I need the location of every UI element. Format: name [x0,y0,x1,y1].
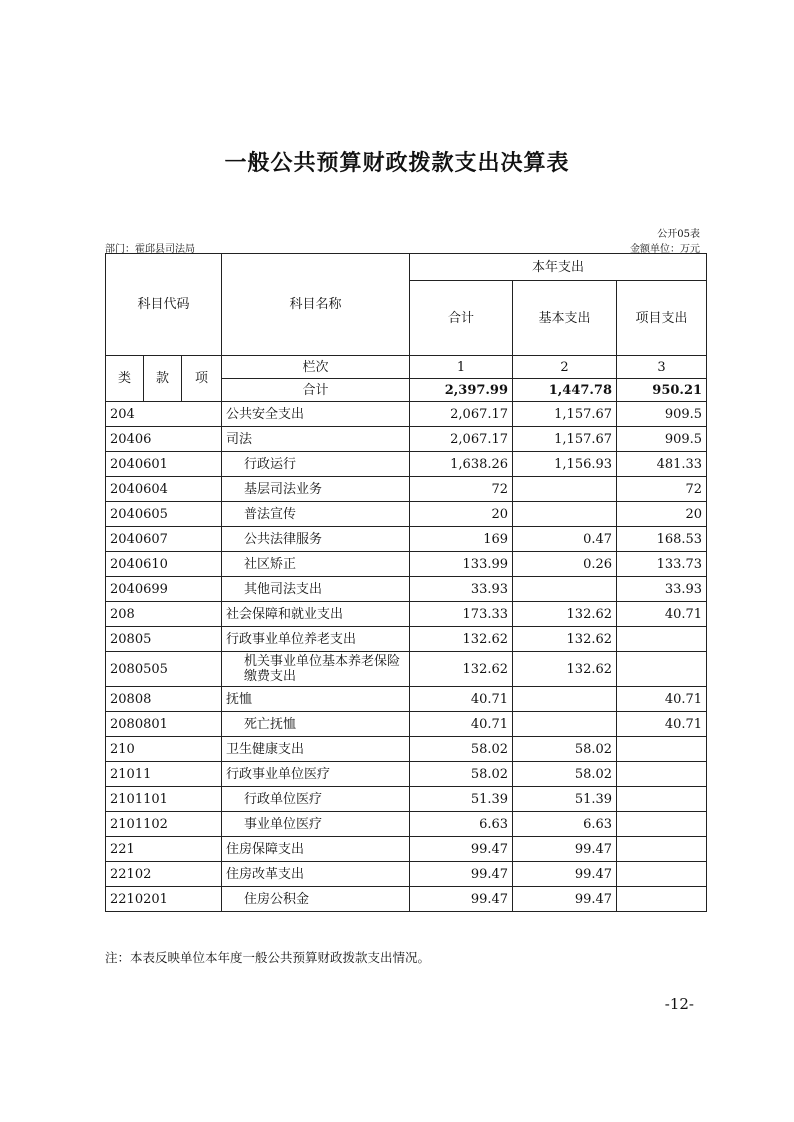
subject-name: 住房改革支出 [222,862,410,887]
table-row [106,502,707,527]
basic-amount: 99.47 [513,862,617,887]
project-amount: 40.71 [617,602,707,627]
table-row [106,762,707,787]
project-amount [617,787,707,812]
total-amount: 173.33 [410,602,513,627]
project-amount: 33.93 [617,577,707,602]
subject-code: 2101101 [106,787,222,812]
project-amount [617,737,707,762]
total-amount: 169 [410,527,513,552]
project-amount: 20 [617,502,707,527]
table-row [106,452,707,477]
header-basic: 基本支出 [513,281,617,356]
subject-name: 机关事业单位基本养老保险缴费支出 [222,652,410,687]
subject-code: 2040607 [106,527,222,552]
total-amount: 40.71 [410,712,513,737]
table-row [106,837,707,862]
page-number: -12- [664,995,694,1013]
table-row [106,552,707,577]
basic-amount: 51.39 [513,787,617,812]
subject-name: 事业单位医疗 [222,812,410,837]
subject-name: 普法宣传 [222,502,410,527]
basic-amount: 1,157.67 [513,427,617,452]
subject-code: 2040610 [106,552,222,577]
subject-name: 公共安全支出 [222,402,410,427]
project-amount: 133.73 [617,552,707,577]
column-number-1: 1 [410,356,513,379]
table-row [106,602,707,627]
footnote: 注：本表反映单位本年度一般公共预算财政拨款支出情况。 [105,950,431,965]
total-amount: 99.47 [410,887,513,912]
total-amount: 99.47 [410,837,513,862]
table-row [106,887,707,912]
sum-label: 合计 [222,379,410,402]
subject-name: 行政单位医疗 [222,787,410,812]
subject-code: 20808 [106,687,222,712]
sum-project: 950.21 [617,379,707,402]
basic-amount [513,577,617,602]
header-row-3 [106,356,707,379]
subject-name: 公共法律服务 [222,527,410,552]
basic-amount [513,712,617,737]
header-project: 项目支出 [617,281,707,356]
subject-name: 住房保障支出 [222,837,410,862]
expenditure-table [105,253,707,912]
basic-amount [513,477,617,502]
project-amount [617,762,707,787]
table-row [106,527,707,552]
sum-total: 2,397.99 [410,379,513,402]
subject-code: 221 [106,837,222,862]
department-label: 部门：霍邱县司法局 [105,244,195,255]
subject-name: 社区矫正 [222,552,410,577]
header-row-1 [106,254,707,281]
basic-amount: 132.62 [513,652,617,687]
basic-amount: 99.47 [513,887,617,912]
header-code: 科目代码 [106,254,222,356]
project-amount: 481.33 [617,452,707,477]
basic-amount: 99.47 [513,837,617,862]
subject-name: 行政运行 [222,452,410,477]
subject-code: 2040605 [106,502,222,527]
subject-name: 行政事业单位养老支出 [222,627,410,652]
subject-name: 社会保障和就业支出 [222,602,410,627]
header-total: 合计 [410,281,513,356]
table-row [106,652,707,687]
basic-amount [513,687,617,712]
subject-code: 2101102 [106,812,222,837]
table-row [106,627,707,652]
table-row [106,427,707,452]
total-amount: 132.62 [410,627,513,652]
project-amount [617,627,707,652]
total-amount: 58.02 [410,737,513,762]
project-amount: 909.5 [617,427,707,452]
project-amount [617,862,707,887]
header-xiang: 项 [182,356,222,402]
form-number: 公开05表 [657,229,700,240]
project-amount [617,887,707,912]
table-row [106,687,707,712]
subject-code: 208 [106,602,222,627]
column-number-label: 栏次 [222,356,410,379]
basic-amount [513,502,617,527]
basic-amount: 58.02 [513,737,617,762]
header-kuan: 款 [144,356,182,402]
subject-name: 其他司法支出 [222,577,410,602]
table-row [106,477,707,502]
report-title: 一般公共预算财政拨款支出决算表 [224,151,570,176]
basic-amount: 1,157.67 [513,402,617,427]
header-lei: 类 [106,356,144,402]
table-row [106,577,707,602]
total-amount: 1,638.26 [410,452,513,477]
subject-code: 2210201 [106,887,222,912]
basic-amount: 132.62 [513,602,617,627]
table-row [106,862,707,887]
column-number-2: 2 [513,356,617,379]
subject-name: 死亡抚恤 [222,712,410,737]
header-current-year: 本年支出 [410,254,707,281]
subject-code: 2080505 [106,652,222,687]
subject-name: 基层司法业务 [222,477,410,502]
total-amount: 20 [410,502,513,527]
total-amount: 2,067.17 [410,402,513,427]
subject-name: 司法 [222,427,410,452]
basic-amount: 1,156.93 [513,452,617,477]
subject-name: 住房公积金 [222,887,410,912]
project-amount: 72 [617,477,707,502]
basic-amount: 0.47 [513,527,617,552]
subject-code: 2040604 [106,477,222,502]
total-amount: 132.62 [410,652,513,687]
total-amount: 99.47 [410,862,513,887]
subject-code: 22102 [106,862,222,887]
subject-name: 卫生健康支出 [222,737,410,762]
table-row [106,787,707,812]
subject-code: 20805 [106,627,222,652]
subject-code: 2080801 [106,712,222,737]
project-amount: 168.53 [617,527,707,552]
basic-amount: 132.62 [513,627,617,652]
project-amount: 40.71 [617,687,707,712]
total-amount: 40.71 [410,687,513,712]
total-amount: 33.93 [410,577,513,602]
table-row [106,402,707,427]
project-amount [617,837,707,862]
total-amount: 58.02 [410,762,513,787]
sum-basic: 1,447.78 [513,379,617,402]
total-amount: 6.63 [410,812,513,837]
column-number-3: 3 [617,356,707,379]
subject-name: 行政事业单位医疗 [222,762,410,787]
basic-amount: 58.02 [513,762,617,787]
subject-code: 2040699 [106,577,222,602]
header-name: 科目名称 [222,254,410,356]
basic-amount: 6.63 [513,812,617,837]
table-row [106,737,707,762]
total-amount: 51.39 [410,787,513,812]
table-row [106,712,707,737]
project-amount [617,812,707,837]
subject-code: 210 [106,737,222,762]
amount-unit-label: 金额单位：万元 [630,244,700,255]
subject-code: 2040601 [106,452,222,477]
total-amount: 133.99 [410,552,513,577]
project-amount: 909.5 [617,402,707,427]
total-amount: 2,067.17 [410,427,513,452]
subject-code: 204 [106,402,222,427]
table-row [106,812,707,837]
subject-code: 21011 [106,762,222,787]
basic-amount: 0.26 [513,552,617,577]
project-amount: 40.71 [617,712,707,737]
subject-name: 抚恤 [222,687,410,712]
total-amount: 72 [410,477,513,502]
subject-code: 20406 [106,427,222,452]
project-amount [617,652,707,687]
